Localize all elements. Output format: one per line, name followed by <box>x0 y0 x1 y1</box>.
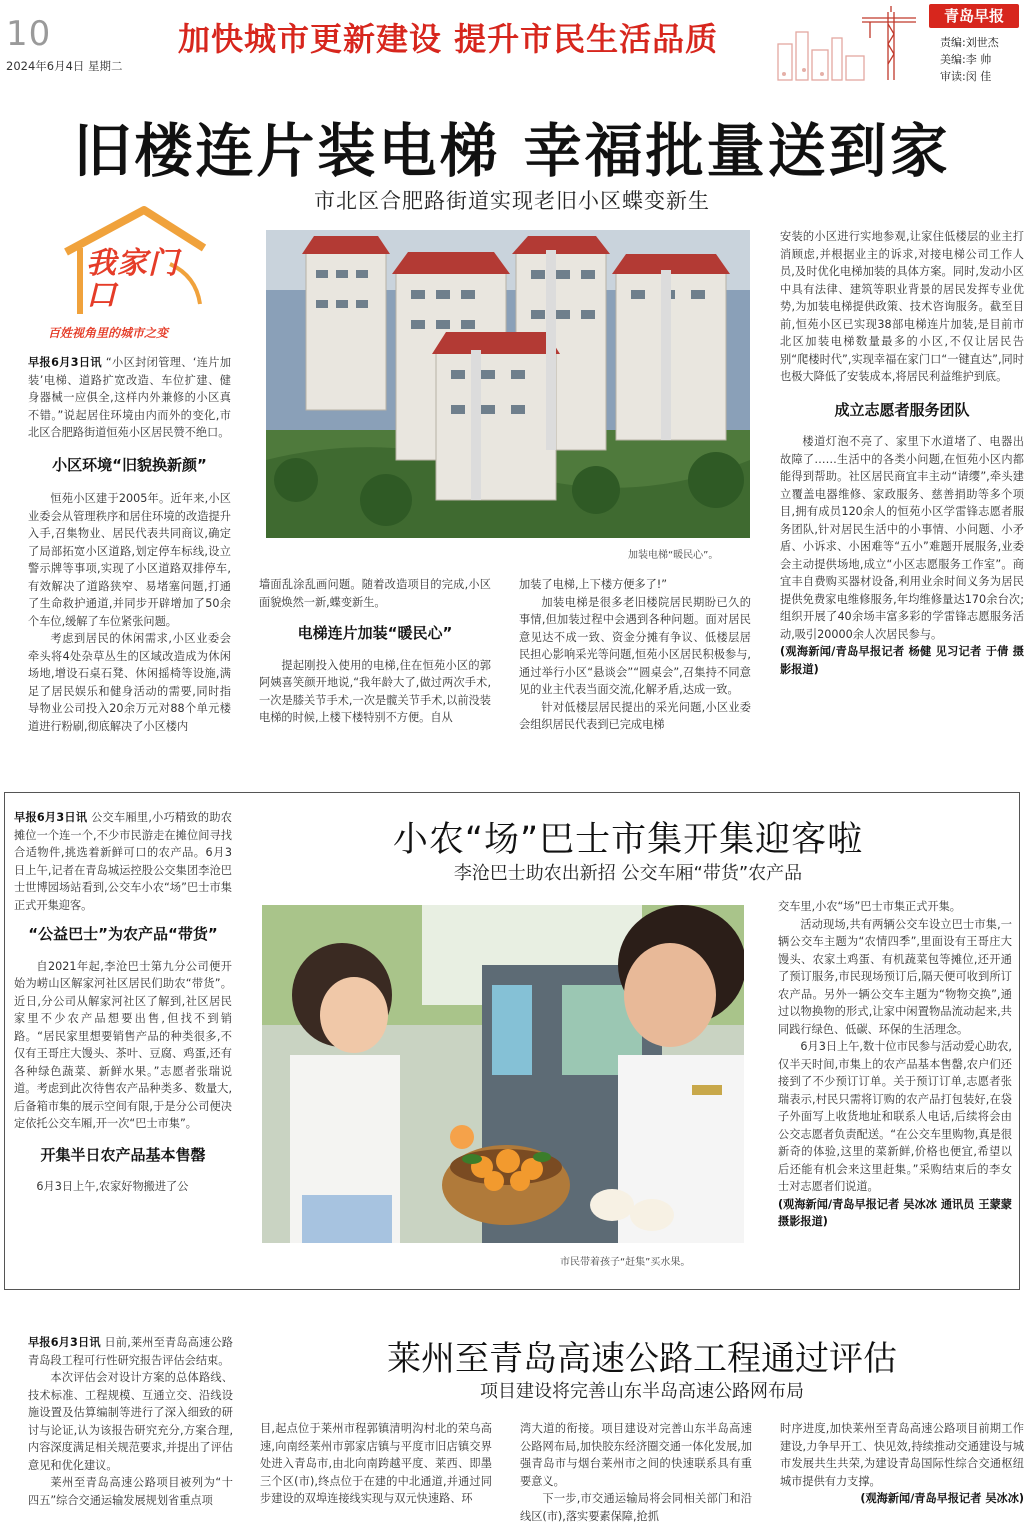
page-number: 10 <box>6 14 52 54</box>
story3-headline: 莱州至青岛高速公路工程通过评估 <box>387 1339 897 1379</box>
editor-credit: 责编:刘世杰 <box>940 36 999 49</box>
lead-paragraph: “小区封闭管理、‘连片加装’电梯、道路扩宽改造、车位扩建、健身器械一应俱全,这样内外兼修的小区真不错。”说起居住环境由内而外的变化,市北区合肥路街道恒苑小区居民赞不绝口。 <box>28 356 231 439</box>
column-logo-text: 我家门口 <box>86 246 179 313</box>
paragraph: 6月3日上午,农家好物搬进了公 <box>36 1180 189 1193</box>
dateline: 早报6月3日讯 <box>28 356 102 369</box>
paragraph: 莱州至青岛高速公路项目被列为“十四五”综合交通运输发展规划省重点项 <box>28 1476 233 1507</box>
story2-headline: 小农“场”巴士市集开集迎客啦 <box>392 820 864 860</box>
column-logo <box>40 204 240 344</box>
paragraph: 下一步,市交通运输局将会同相关部门和沿线区(市),落实要素保障,抢抓 <box>520 1492 752 1523</box>
lead-paragraph: 日前,莱州至青岛高速公路青岛段工程可行性研究报告评估会结束。 <box>28 1336 233 1367</box>
paragraph: 考虑到居民的休闲需求,小区业委会牵头将4处杂草丛生的区域改造成为休闲场地,增设石桌石凳、休闲摇椅等设施,满足了居民娱乐和健身活动的需要,同时指导物业公司投入20余万元对88个单元楼道进行粉刷,彻底解决了小区楼内 <box>28 632 231 733</box>
paragraph: 提起刚投入使用的电梯,住在恒苑小区的郭阿姨喜笑颜开地说,“我年龄大了,做过两次手术,一次是膝关节手术,一次是髋关节手术,以前没装电梯的时候,上楼下楼特别不方便。自从 <box>259 658 491 724</box>
story1-column-2 <box>259 576 491 755</box>
story1-column-3 <box>519 576 751 755</box>
story3-column-3 <box>520 1420 752 1531</box>
paragraph: 加装了电梯,上下楼方便多了!” <box>519 578 668 591</box>
paper-logo-text: 青岛早报 <box>943 7 1004 25</box>
paragraph: 本次评估会对设计方案的总体路线、技术标准、工程规模、互通立交、沿线设施设置及估算编制等进行了深入细致的研讨与论证,认为该报告研究充分,方案合理,内容深度满足相关规范要求,并提出了评估意见和优化建议。 <box>28 1371 233 1472</box>
residential-buildings-photo <box>266 230 750 538</box>
story3-column-4 <box>780 1420 1024 1531</box>
story1-column-4 <box>780 228 1024 758</box>
paragraph: 楼道灯泡不亮了、家里下水道堵了、电器出故障了……生活中的各类小问题,在恒苑小区内都能得到帮助。社区居民商宜丰主动“请缨”,牵头建立覆盖电器维修、家政服务、慈善捐助等多个项目,拥有成员120余人的恒苑小区学雷锋志愿者服务团队,针对居民生活中的小事情、小问题、小矛盾、小诉求、小困难等“五小”难题开展服务,业委会主动提供场地,成立“小区志愿服务工作室”。商宜丰自费购买器材设备,利用业余时间义务为居民提供免费家电维修服务,年均维修量达170余台次;组织开展了40余场丰富多彩的学雷锋志愿服务活动,吸引20000余人次居民参与。 <box>780 435 1024 641</box>
story3-column-1 <box>28 1334 233 1531</box>
story1-credit: (观海新闻/青岛早报记者 杨健 见习记者 于倩 摄影报道) <box>780 645 1024 676</box>
story1-subheadline: 市北区合肥路街道实现老旧小区蝶变新生 <box>314 189 710 213</box>
paragraph: 目,起点位于莱州市程郭镇清明沟村北的荣乌高速,向南经莱州市郭家店镇与平度市旧店镇交界处进入青岛市,由北向南跨越平度、莱西、即墨三个区(市),终点位于在建的中北通道,并通过同步建设的双埠连接线实现与双元快速路、环 <box>260 1422 492 1505</box>
dateline: 早报6月3日讯 <box>28 1336 101 1349</box>
story2-column-3 <box>778 898 1012 1270</box>
paragraph: 自2021年起,李沧巴士第九分公司便开始为崂山区解家河社区居民们助农“带货”。近日,分公司从解家河社区了解到,社区居民家里不少农产品想要出售,但找不到销路。“居民家里想要销售产品的种类很多,不仅有王哥庄大馒头、茶叶、豆腐、鸡蛋,还有各种绿色蔬菜、新鲜水果。”志愿者张瑞说道。考虑到此次待售农产品种类多、数量大,后备箱市集的展示空间有限,于是分公司便决定依托公交车厢,开一次“巴士市集”。 <box>14 959 232 1130</box>
story1-photo <box>266 230 750 538</box>
lead-paragraph: 公交车厢里,小巧精致的助农摊位一个连一个,不少市民游走在摊位间寻找合适物件,挑选着新鲜可口的农产品。6月3日上午,记者在青岛城运控股公交集团李沧巴士世博园场站看到,公交车小农“场”巴士市集正式开集迎客。 <box>14 811 232 912</box>
column-logo-slogan: 百姓视角里的城市之变 <box>48 326 169 340</box>
issue-date: 2024年6月4日 星期二 <box>6 59 123 73</box>
paragraph: 加装电梯是很多老旧楼院居民期盼已久的事情,但加装过程中会遇到各种问题。面对居民意见达不成一致、资金分摊有争议、低楼层居民担心影响采光等问题,恒苑小区居民积极参与,通过举行小区“悬谈会”“圆桌会”,召集持不同意见的业主代表当面交流,化解矛盾,达成一致。 <box>519 595 751 696</box>
bus-market-photo <box>262 905 744 1243</box>
paragraph: 针对低楼层居民提出的采光问题,小区业委会组织居民代表到已完成电梯 <box>519 700 751 731</box>
proofreader-credit: 审读:闵 佳 <box>940 70 992 83</box>
paragraph: 安装的小区进行实地参观,让家住低楼层的业主打消顾虑,并根据业主的诉求,对接电梯公司工作人员,及时优化电梯加装的具体方案。同时,发动小区中具有法律、建筑等职业背景的居民发挥专业优势,为加装电梯提供政策、技术咨询服务。截至目前,恒苑小区已实现38部电梯连片加装,是目前市北区加装电梯数量最多的小区,不仅让居民告别“爬楼时代”,实现幸福在家门口“一键直达”,同时也极大降低了安装成本,将居民利益维护到底。 <box>780 230 1024 383</box>
dateline: 早报6月3日讯 <box>14 811 88 824</box>
paragraph: 恒苑小区建于2005年。近年来,小区业委会从管理秩序和居住环境的改造提升入手,召集物业、居民代表共同商议,确定了局部拓宽小区道路,划定停车标线,设立警示牌等事项,实现了小区道路双排停车,有效解决了道路狭窄、易堵塞问题,打通了生命救护通道,并同步开辟增加了50余个车位,缓解了车位紧张问题。 <box>28 492 231 628</box>
staff-credits <box>940 34 999 85</box>
story1-photo-caption: 加装电梯“暖民心”。 <box>628 550 719 561</box>
story2-subheadline: 李沧巴士助农出新招 公交车厢“带货”农产品 <box>453 863 803 884</box>
city-skyline-illustration <box>770 4 920 82</box>
story1-headline: 旧楼连片装电梯 幸福批量送到家 <box>73 117 951 185</box>
story1-column-1 <box>28 354 231 755</box>
paragraph: 湾大道的衔接。项目建设对完善山东半岛高速公路网布局,加快胶东经济圈交通一体化发展,加强青岛市与烟台莱州市之间的快速联系具有重要意义。 <box>520 1422 752 1488</box>
story2-column-1 <box>14 809 232 1269</box>
section-heading: 开集半日农产品基本售罄 <box>40 1145 206 1164</box>
story3-column-2 <box>260 1420 492 1531</box>
paragraph: 时序进度,加快莱州至青岛高速公路项目前期工作建设,力争早开工、快见效,持续推动交通建设与城市发展共生共荣,为建设青岛国际性综合交通枢纽城市提供有力支撑。 <box>780 1422 1024 1488</box>
section-heading: 电梯连片加装“暖民心” <box>297 624 453 642</box>
story3-subheadline: 项目建设将完善山东半岛高速公路网布局 <box>480 1381 804 1402</box>
designer-credit: 美编:李 帅 <box>940 53 992 66</box>
section-heading: “公益巴士”为农产品“带货” <box>28 925 218 943</box>
paragraph: 墙面乱涂乱画问题。随着改造项目的完成,小区面貌焕然一新,蝶变新生。 <box>259 578 491 609</box>
banner-slogan: 加快城市更新建设 提升市民生活品质 <box>178 20 719 58</box>
section-heading: 小区环境“旧貌换新颜” <box>52 455 207 474</box>
story2-photo <box>262 905 744 1243</box>
story3-credit: (观海新闻/青岛早报记者 吴冰冰) <box>860 1492 1024 1505</box>
paragraph: 活动现场,共有两辆公交车设立巴士市集,一辆公交车主题为“农情四季”,里面设有王哥庄大馒头、农家土鸡蛋、有机蔬菜包等摊位,还开通了预订服务,市民现场预订后,隔天便可收到所订农产品。另外一辆公交车主题为“物物交换”,通过以物换物的形式,让家中闲置物品流动起来,共同践行绿色、低碳、环保的生活理念。 <box>778 917 1012 1036</box>
story2-photo-caption: 市民带着孩子“赶集”买水果。 <box>560 1257 691 1268</box>
paper-logo <box>929 4 1019 28</box>
story2-credit: (观海新闻/青岛早报记者 吴冰冰 通讯员 王蒙蒙 摄影报道) <box>778 1197 1012 1228</box>
paragraph: 交车里,小农“场”巴士市集正式开集。 <box>778 900 961 913</box>
section-heading: 成立志愿者服务团队 <box>834 400 970 419</box>
paragraph: 6月3日上午,数十位市民参与活动爱心助农,仅半天时间,市集上的农产品基本售罄,农户们还接到了不少预订订单。关于预订订单,志愿者张瑞表示,村民只需将订购的农产品打包装好,在袋子外面写上收货地址和联系人电话,后续将会由公交志愿者负责配送。“在公交车里购物,真是很新奇的体验,这里的菜新鲜,价格也便宜,希望以后还能有机会来这里赶集。”采购结束后的李女士对志愿者们说道。 <box>778 1040 1012 1193</box>
